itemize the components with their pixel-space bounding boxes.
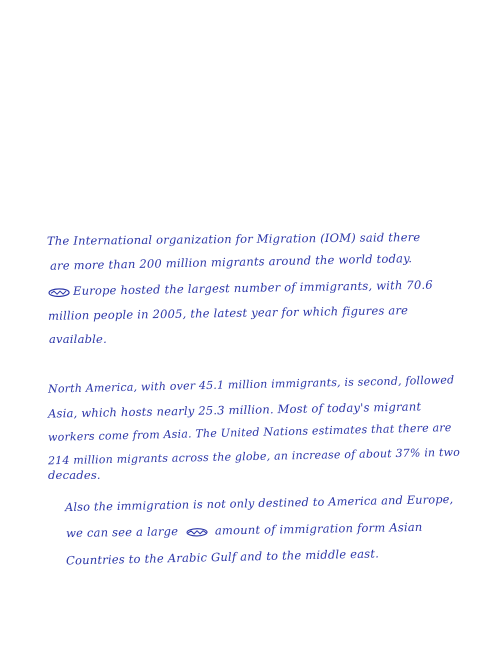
paragraph-1-line-1: The International organization for Migration (IOM) said there [46, 230, 421, 248]
crossed-out-scribble-icon [48, 287, 70, 296]
paragraph-2-line-4: 214 million migrants across the globe, an increase of about 37% in two [47, 445, 461, 468]
crossed-out-word-icon [186, 527, 208, 536]
paragraph-3-line-2a: we can see a large [65, 524, 179, 541]
paragraph-3-line-1: Also the immigration is not only destined to America and Europe, [64, 492, 454, 515]
paragraph-1-line-3-wrapper [48, 278, 433, 299]
paragraph-2-line-3: workers come from Asia. The United Nations estimates that there are [47, 421, 452, 444]
paragraph-1-line-5: available. [49, 332, 107, 346]
paragraph-3-line-2-wrapper [66, 520, 423, 540]
paragraph-1-line-2: are more than 200 million migrants around the world today. [49, 251, 413, 273]
paragraph-1-line-4: million people in 2005, the latest year for which figures are [47, 303, 409, 323]
paragraph-2-line-2: Asia, which hosts nearly 25.3 million. Most of today's migrant [47, 399, 422, 421]
paragraph-1-line-3: Europe hosted the largest number of immigrants, with 70.6 [72, 277, 433, 298]
paragraph-3-line-2b: amount of immigration form Asian [214, 519, 423, 538]
paragraph-3-line-3: Countries to the Arabic Gulf and to the middle east. [65, 546, 380, 568]
paragraph-2-line-1: North America, with over 45.1 million immigrants, is second, followed [47, 373, 455, 396]
paragraph-2-line-5: decades. [48, 468, 101, 482]
